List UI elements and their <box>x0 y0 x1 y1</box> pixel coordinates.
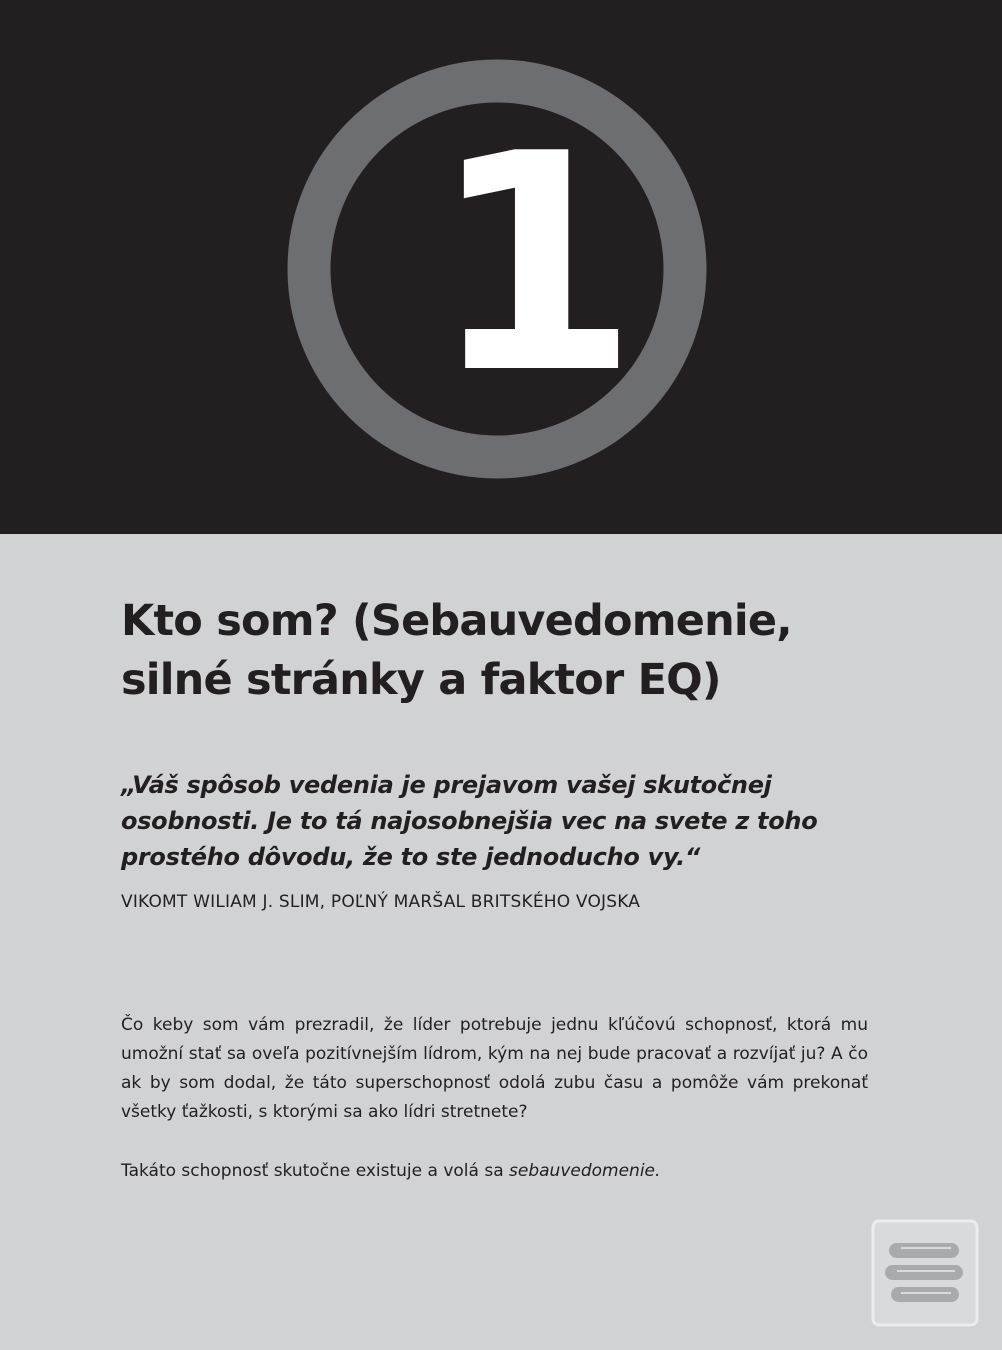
paragraph-2 <box>121 1157 868 1186</box>
paragraph-2-text: Takáto schopnosť skutočne existuje a volá sa <box>121 1161 510 1181</box>
books-stack-icon <box>871 1219 979 1327</box>
paragraph-2-emphasis: sebauvedomenie. <box>509 1161 661 1181</box>
chapter-title-line-1: Kto som? (Sebauvedomenie, <box>121 596 792 646</box>
body-text <box>121 1011 868 1186</box>
chapter-title-line-2: silné stránky a faktor EQ) <box>121 655 721 705</box>
chapter-number: 1 <box>430 90 639 439</box>
quote-line-1: „Váš spôsob vedenia je prejavom vašej skutočnej <box>121 771 772 799</box>
epigraph-quote <box>121 767 881 875</box>
quote-line-3: prostého dôvodu, že to ste jednoducho vy.“ <box>121 843 701 871</box>
chapter-header-band <box>0 0 1002 534</box>
quote-attribution: VIKOMT WILIAM J. SLIM, POĽNÝ MARŠAL BRITSKÉHO VOJSKA <box>121 892 641 912</box>
paragraph-1: Čo keby som vám prezradil, že líder potrebuje jednu kľúčovú schopnosť, ktorá mu umožní stať sa oveľa pozitívnejším lídrom, kým na nej bude pracovať a rozvíjať ju? A čo ak by som dodal, že táto superschopnosť odolá zubu času a pomôže vám prekonať všetky ťažkosti, s ktorými sa ako lídri stretnete? <box>121 1015 868 1122</box>
quote-line-2: osobnosti. Je to tá najosobnejšia vec na svete z toho <box>121 807 818 835</box>
chapter-title <box>121 592 881 710</box>
